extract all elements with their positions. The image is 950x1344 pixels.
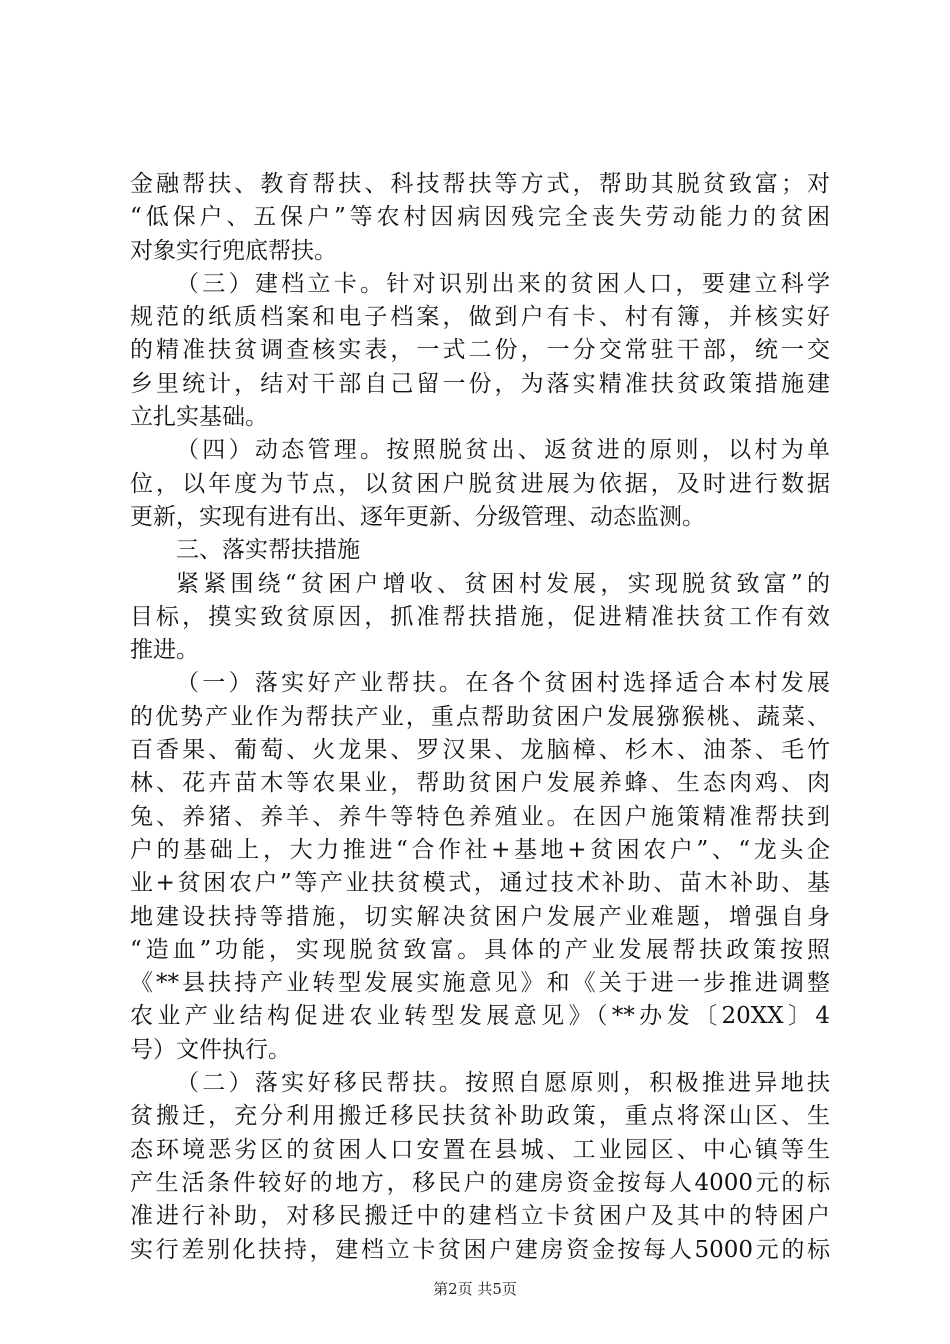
text-line: 实行差别化扶持，建档立卡贫困户建房资金按每人5000元的标 bbox=[130, 1236, 830, 1263]
text-line: 户的基础上，大力推进“合作社+基地+贫困农户”、“龙头企 bbox=[130, 836, 830, 863]
text-line: 规范的纸质档案和电子档案，做到户有卡、村有簿，并核实好 bbox=[130, 304, 830, 331]
paragraph bbox=[130, 667, 830, 1067]
page-footer: 第2页 共5页 bbox=[433, 1280, 517, 1298]
text-line: （四）动态管理。按照脱贫出、返贫进的原则，以村为单 bbox=[176, 437, 830, 464]
text-line: 准进行补助，对移民搬迁中的建档立卡贫困户及其中的特困户 bbox=[130, 1203, 830, 1230]
text-line: 对象实行兜底帮扶。 bbox=[130, 237, 337, 264]
text-line: 推进。 bbox=[130, 637, 199, 664]
paragraph bbox=[130, 568, 830, 668]
paragraph bbox=[130, 168, 830, 268]
paragraph bbox=[130, 268, 830, 434]
text-line: 的精准扶贫调查核实表，一式二份，一分交常驻干部，统一交 bbox=[130, 337, 830, 364]
text-line: 立扎实基础。 bbox=[130, 404, 268, 431]
text-line: 产生活条件较好的地方，移民户的建房资金按每人4000元的标 bbox=[130, 1169, 830, 1196]
text-line: （二）落实好移民帮扶。按照自愿原则，积极推进异地扶 bbox=[176, 1070, 830, 1097]
text-line: （三）建档立卡。针对识别出来的贫困人口，要建立科学 bbox=[176, 270, 830, 297]
text-line: 地建设扶持等措施，切实解决贫困户发展产业难题，增强自身 bbox=[130, 903, 830, 930]
text-line: 林、花卉苗木等农果业，帮助贫困户发展养蜂、生态肉鸡、肉 bbox=[130, 770, 830, 797]
text-line: 三、落实帮扶措施 bbox=[176, 537, 360, 564]
text-line: 位，以年度为节点，以贫困户脱贫进展为依据，及时进行数据 bbox=[130, 470, 830, 497]
document-body bbox=[130, 168, 830, 1267]
text-line: 目标，摸实致贫原因，抓准帮扶措施，促进精准扶贫工作有效 bbox=[130, 603, 830, 630]
section-heading bbox=[130, 534, 830, 567]
paragraph bbox=[130, 434, 830, 534]
text-line: 百香果、葡萄、火龙果、罗汉果、龙脑樟、杉木、油茶、毛竹 bbox=[130, 737, 830, 764]
text-line: 乡里统计，结对干部自己留一份，为落实精准扶贫政策措施建 bbox=[130, 370, 830, 397]
text-line: “低保户、五保户”等农村因病因残完全丧失劳动能力的贫困 bbox=[130, 204, 830, 231]
text-line: 农业产业结构促进农业转型发展意见》（**办发〔20XX〕4 bbox=[130, 1003, 830, 1030]
text-line: 贫搬迁，充分利用搬迁移民扶贫补助政策，重点将深山区、生 bbox=[130, 1103, 830, 1130]
text-line: 紧紧围绕“贫困户增收、贫困村发展，实现脱贫致富”的 bbox=[176, 570, 830, 597]
text-line: （一）落实好产业帮扶。在各个贫困村选择适合本村发展 bbox=[176, 670, 830, 697]
text-line: 兔、养猪、养羊、养牛等特色养殖业。在因户施策精准帮扶到 bbox=[130, 803, 830, 830]
text-line: 《**县扶持产业转型发展实施意见》和《关于进一步推进调整 bbox=[130, 970, 830, 997]
text-line: 号）文件执行。 bbox=[130, 1036, 291, 1063]
text-line: “造血”功能，实现脱贫致富。具体的产业发展帮扶政策按照 bbox=[130, 936, 830, 963]
text-line: 的优势产业作为帮扶产业，重点帮助贫困户发展猕猴桃、蔬菜、 bbox=[130, 703, 830, 730]
text-line: 业+贫困农户”等产业扶贫模式，通过技术补助、苗木补助、基 bbox=[130, 870, 830, 897]
text-line: 态环境恶劣区的贫困人口安置在县城、工业园区、中心镇等生 bbox=[130, 1136, 830, 1163]
text-line: 金融帮扶、教育帮扶、科技帮扶等方式，帮助其脱贫致富；对 bbox=[130, 171, 830, 197]
text-line: 更新，实现有进有出、逐年更新、分级管理、动态监测。 bbox=[130, 503, 705, 530]
paragraph bbox=[130, 1067, 830, 1267]
